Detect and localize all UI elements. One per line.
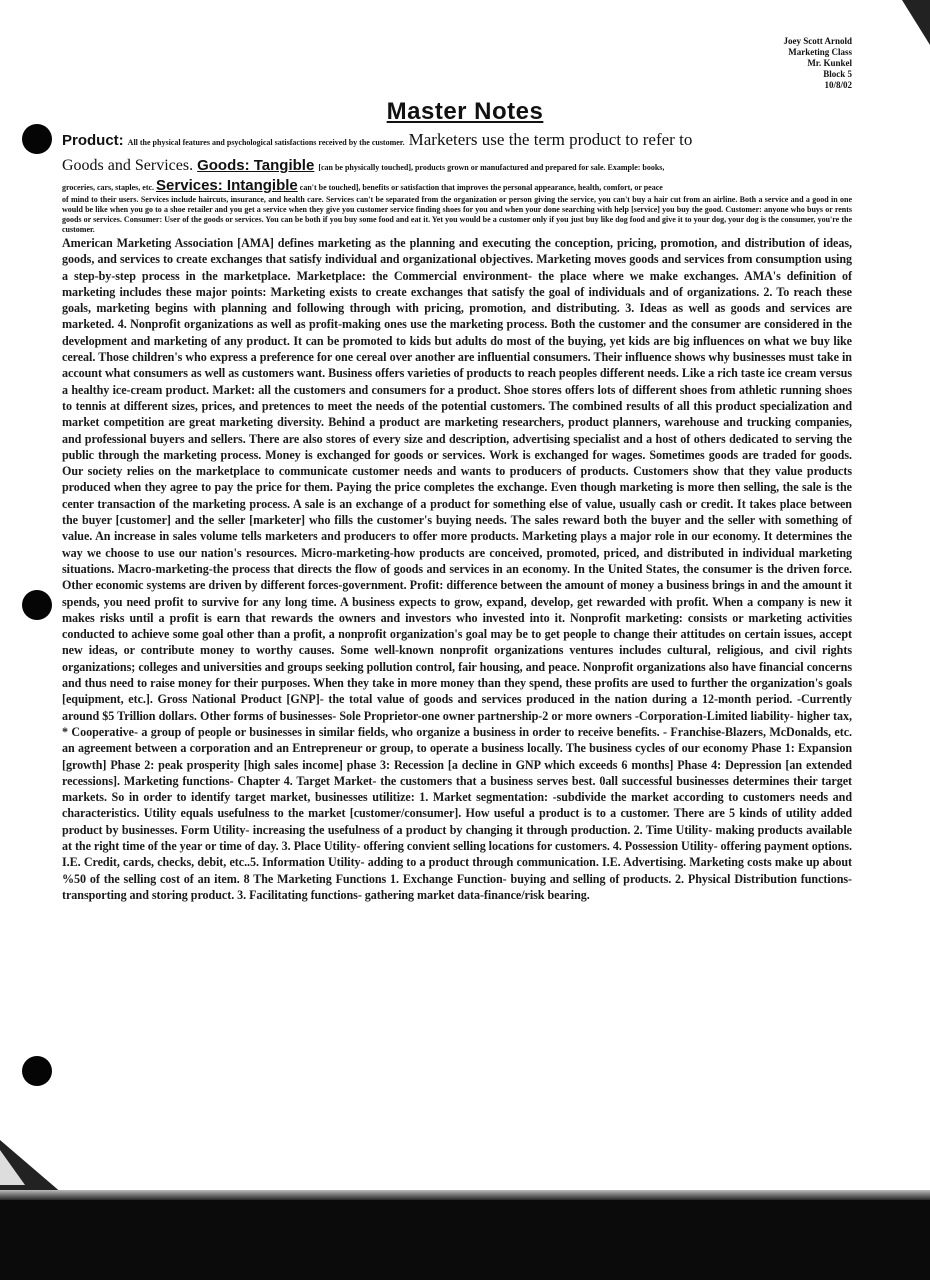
services-definition xyxy=(62,179,852,195)
page-title: Master Notes xyxy=(386,98,544,125)
product-definition xyxy=(62,128,852,155)
goods-small-continued: groceries, cars, staples, etc. xyxy=(62,183,155,192)
goods-definition xyxy=(62,155,852,179)
goods-label: Goods: Tangible xyxy=(197,157,315,174)
goods-services-text: Goods and Services. xyxy=(62,157,194,174)
scan-bottom-border xyxy=(0,1200,930,1280)
student-header xyxy=(784,36,853,91)
goods-small-text: [can be physically touched], products grown or manufactured and prepared for sale. Example: books, xyxy=(318,163,665,172)
class-name: Marketing Class xyxy=(788,47,852,57)
student-name: Joey Scott Arnold xyxy=(783,36,852,46)
product-large-text: Marketers use the term product to refer to xyxy=(408,130,693,149)
binder-hole-top xyxy=(22,124,52,154)
product-small-text: All the physical features and psychological satisfactions received by the customer. xyxy=(127,138,405,147)
block-number: Block 5 xyxy=(823,69,852,79)
notes-body xyxy=(62,128,852,903)
services-label: Services: Intangible xyxy=(156,177,298,194)
teacher-name: Mr. Kunkel xyxy=(807,58,852,68)
binder-hole-bottom xyxy=(22,1056,52,1086)
main-notes-paragraph: American Marketing Association [AMA] defines marketing as the planning and executing the conception, pricing, promotion, and distribution of ideas, goods, and services to create exchanges that satisfy individual and organizational objectives. Marketing moves goods and services from consumption using a step-by-step process in the marketplace. Marketplace: the Commercial environment- the place where we make exchanges. AMA's definition of marketing includes these major points: Marketing exists to create exchanges that satisfy the goal of individuals and of organizations. 2. To reach these goals, marketing begins with planning and following through with pricing, promotion, and distributing. 3. Ideas as well as goods and services are marketed. 4. Nonprofit organizations as well as profit-making ones use the marketing process. Both the customer and the consumer are considered in the development and marketing of any product. It can be promoted to kids but adults do most of the buying, yet kids are big influences on what we buy like cereal. Those children's who express a preference for one cereal over another are influential consumers. Their influence shows why businesses must take in account what consumers as well as customers want. Business offers varieties of products to reach peoples different needs. Like a rich taste ice cream versus a healthy ice-cream product. Market: all the customers and consumers for a product. Shoe stores offers lots of different shoes from athletic running shoes to tennis at different sizes, prices, and pretences to meet the needs of the potential customers. The combined results of all this product specialization and market competition are great marketing diversity. Behind a product are marketing researchers, product planners, warehouse and trucking companies, and professional buyers and sellers. There are also stores of every size and description, advertising specialist and a host of others dedicated to serving the public through the marketing process. Money is exchanged for goods or services. Work is exchanged for wages. Sometimes goods are traded for goods. Our society relies on the marketplace to communicate customer needs and wants to producers of products. Customers show that they value products produced when they agree to pay the price for them. Paying the price completes the exchange. Even though marketing is more then selling, the sale is the center transaction of the marketing process. A sale is an exchange of a product for something else of value, usually cash or credit. It takes place between the buyer [customer] and the seller [marketer] who fills the customer's buying needs. The sales reward both the buyer and the seller with something of value. An increase in sales volume tells marketers and producers to offer more products. Marketing plays a major role in our economy. It determines the way we choose to use our nation's resources. Micro-marketing-how products are conceived, promoted, priced, and distributed in individual marketing situations. Macro-marketing-the process that directs the flow of goods and services in an economy. In the United States, the consumer is the driven force. Other economic systems are driven by different forces-government. Profit: difference between the amount of money a business brings in and the amount it spends, you need profit to survive for any long time. A business expects to grow, expand, develop, get rewarded with profit. When a company is new it makes risks until a profit is earn that rewards the owners and investors who invested into it. Nonprofit marketing: consists or marketing activities conducted to achieve some goal other than a profit, a nonprofit organization's goal may be to get people to change their attitudes on certain issues, accept new ideas, or contribute money to worthy causes. Some well-known nonprofit organizations ventures includes cultural, religious, and civil rights organizations; colleges and universities and groups seeking pollution control, fair housing, and peace. Nonprofit organizations also have financial concerns and thus need to raise money for their purposes. When they take in more money than they spend, these profits are used to further the organization's goals [equipment, etc.]. Gross National Product [GNP]- the total value of goods and services produced in the nation during a 12-month period. -Currently around $5 Trillion dollars. Other forms of businesses- Sole Proprietor-one owner partnership-2 or more owners -Corporation-Limited liability- higher tax, * Cooperative- a group of people or businesses in similar fields, who organize a business in order to receive benefits. - Franchise-Blazers, McDonalds, etc. an agreement between a corporation and an Entrepreneur or group, to operate a business locally. The business cycles of our economy Phase 1: Expansion [growth] Phase 2: peak prosperity [high sales income] phase 3: Recession [a decline in GNP which exceeds 6 months] Phase 4: Depression [an extended recessions]. Marketing functions- Chapter 4. Target Market- the customers that a business serves best. 0all successful businesses determines their target markets. So in order to identify target market, businesses utilitize: 1. Market segmentation: -subdivide the market according to customers needs and characteristics. Utility equals usefulness to the market [customer/consumer]. How useful a product is to a customer. There are 5 kinds of utility added product by businesses. Form Utility- increasing the usefulness of a product by changing it through production. 2. Time Utility- making products available at the right time of the year or time of day. 3. Place Utility- offering convient selling locations for customers. 4. Possession Utility- offering payment options. I.E. Credit, cards, checks, debit, etc..5. Information Utility- adding to a product through communication. I.E. Advertising. Marketing costs make up about %50 of the selling cost of an item. 8 The Marketing Functions 1. Exchange Function- buying and selling of products. 2. Physical Distribution functions- transporting and storing product. 3. Facilitating functions- gathering market data-finance/risk bearing. xyxy=(62,236,852,902)
product-label: Product: xyxy=(62,132,124,149)
services-paragraph: of mind to their users. Services include haircuts, insurance, and health care. Services can't be separated from the organization or person giving the service, you can't buy a hair cut from an airline. Both a service and a good in one would be like when you go to a shoe retailer and you get a service when they give you customer service finding shoes for you and when your done searching with help [service] you buy the good. Customer: anyone who buys or rents goods or services. Consumer: User of the goods or services. You can be both if you buy some food and eat it. Yet you would be a customer only if you just buy like dog food and give it to your dog, your dog is the consumer, you're the customer. xyxy=(62,195,852,234)
date: 10/8/02 xyxy=(824,80,852,90)
services-small-text: can't be touched], benefits or satisfaction that improves the personal appearance, health, comfort, or peace xyxy=(299,183,663,192)
page-fold-highlight xyxy=(0,1150,25,1185)
scan-edge-corner xyxy=(902,0,930,45)
binder-hole-middle xyxy=(22,590,52,620)
